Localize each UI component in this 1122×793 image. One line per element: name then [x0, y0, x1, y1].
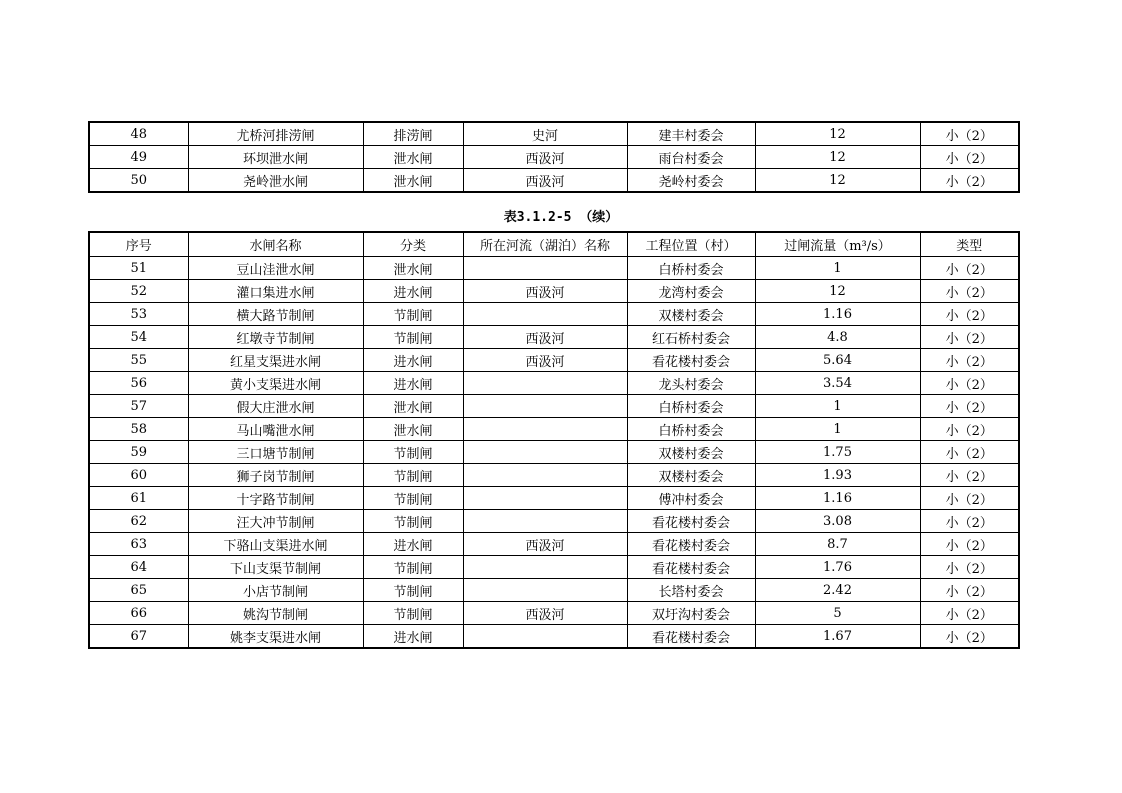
cell-river [463, 510, 627, 533]
cell-category: 节制闸 [363, 579, 463, 602]
table-row [89, 349, 1019, 372]
cell-location: 双楼村委会 [627, 464, 755, 487]
cell-flow: 12 [755, 280, 920, 303]
cell-flow: 1.75 [755, 441, 920, 464]
cell-river [463, 579, 627, 602]
cell-river: 西汲河 [463, 146, 627, 169]
cell-flow: 1.16 [755, 487, 920, 510]
cell-type: 小（2） [920, 625, 1019, 649]
cell-river: 西汲河 [463, 169, 627, 193]
cell-name: 红墩寺节制闸 [188, 326, 363, 349]
cell-location: 红石桥村委会 [627, 326, 755, 349]
cell-river: 西汲河 [463, 602, 627, 625]
header-name: 水闸名称 [188, 232, 363, 257]
cell-location: 雨台村委会 [627, 146, 755, 169]
cell-category: 节制闸 [363, 556, 463, 579]
cell-river: 西汲河 [463, 326, 627, 349]
header-no: 序号 [89, 232, 188, 257]
cell-river [463, 625, 627, 649]
cell-flow: 12 [755, 169, 920, 193]
cell-flow: 1.67 [755, 625, 920, 649]
cell-location: 长塔村委会 [627, 579, 755, 602]
cell-location: 看花楼村委会 [627, 533, 755, 556]
cell-name: 尤桥河排涝闸 [188, 122, 363, 146]
cell-type: 小（2） [920, 487, 1019, 510]
cell-no: 54 [89, 326, 188, 349]
cell-river [463, 441, 627, 464]
cell-no: 62 [89, 510, 188, 533]
cell-flow: 1.93 [755, 464, 920, 487]
cell-location: 白桥村委会 [627, 395, 755, 418]
cell-category: 进水闸 [363, 625, 463, 649]
cell-location: 看花楼村委会 [627, 349, 755, 372]
cell-location: 白桥村委会 [627, 257, 755, 280]
cell-name: 三口塘节制闸 [188, 441, 363, 464]
cell-river [463, 487, 627, 510]
cell-no: 67 [89, 625, 188, 649]
sluice-table [88, 231, 1020, 649]
cell-name: 姚李支渠进水闸 [188, 625, 363, 649]
cell-no: 64 [89, 556, 188, 579]
cell-type: 小（2） [920, 556, 1019, 579]
cell-river: 西汲河 [463, 533, 627, 556]
cell-category: 泄水闸 [363, 395, 463, 418]
cell-flow: 3.08 [755, 510, 920, 533]
cell-category: 节制闸 [363, 326, 463, 349]
cell-name: 姚沟节制闸 [188, 602, 363, 625]
cell-no: 56 [89, 372, 188, 395]
cell-river [463, 418, 627, 441]
cell-river [463, 556, 627, 579]
cell-category: 泄水闸 [363, 146, 463, 169]
cell-category: 进水闸 [363, 280, 463, 303]
cell-name: 十字路节制闸 [188, 487, 363, 510]
table-row [89, 579, 1019, 602]
cell-no: 60 [89, 464, 188, 487]
table-row [89, 602, 1019, 625]
cell-location: 看花楼村委会 [627, 510, 755, 533]
cell-location: 双楼村委会 [627, 303, 755, 326]
cell-location: 看花楼村委会 [627, 625, 755, 649]
header-row [89, 232, 1019, 257]
cell-type: 小（2） [920, 602, 1019, 625]
cell-flow: 1.16 [755, 303, 920, 326]
cell-flow: 8.7 [755, 533, 920, 556]
cell-no: 66 [89, 602, 188, 625]
cell-type: 小（2） [920, 372, 1019, 395]
table-row [89, 169, 1019, 193]
cell-no: 59 [89, 441, 188, 464]
cell-type: 小（2） [920, 122, 1019, 146]
cell-river: 史河 [463, 122, 627, 146]
cell-type: 小（2） [920, 441, 1019, 464]
table-row [89, 418, 1019, 441]
cell-name: 豆山洼泄水闸 [188, 257, 363, 280]
cell-name: 尧岭泄水闸 [188, 169, 363, 193]
cell-type: 小（2） [920, 146, 1019, 169]
cell-location: 白桥村委会 [627, 418, 755, 441]
cell-no: 65 [89, 579, 188, 602]
cell-no: 51 [89, 257, 188, 280]
cell-flow: 2.42 [755, 579, 920, 602]
table-row [89, 326, 1019, 349]
cell-location: 龙头村委会 [627, 372, 755, 395]
cell-type: 小（2） [920, 303, 1019, 326]
cell-flow: 5.64 [755, 349, 920, 372]
cell-no: 53 [89, 303, 188, 326]
cell-type: 小（2） [920, 418, 1019, 441]
cell-river: 西汲河 [463, 349, 627, 372]
table-row [89, 146, 1019, 169]
cell-category: 泄水闸 [363, 169, 463, 193]
cell-no: 61 [89, 487, 188, 510]
cell-flow: 12 [755, 146, 920, 169]
cell-flow: 5 [755, 602, 920, 625]
cell-category: 节制闸 [363, 303, 463, 326]
table-caption: 表3.1.2-5 （续） [503, 210, 619, 225]
cell-category: 节制闸 [363, 602, 463, 625]
cell-location: 龙湾村委会 [627, 280, 755, 303]
cell-river [463, 257, 627, 280]
cell-name: 黄小支渠进水闸 [188, 372, 363, 395]
cell-category: 节制闸 [363, 464, 463, 487]
cell-river [463, 303, 627, 326]
main-table-body [89, 257, 1019, 649]
cell-name: 小店节制闸 [188, 579, 363, 602]
table-row [89, 464, 1019, 487]
cell-no: 58 [89, 418, 188, 441]
cell-no: 52 [89, 280, 188, 303]
cell-location: 双圩沟村委会 [627, 602, 755, 625]
cell-river [463, 464, 627, 487]
cell-type: 小（2） [920, 280, 1019, 303]
table-row [89, 487, 1019, 510]
cell-flow: 4.8 [755, 326, 920, 349]
cell-name: 横大路节制闸 [188, 303, 363, 326]
cell-name: 环坝泄水闸 [188, 146, 363, 169]
table-row [89, 257, 1019, 280]
table-row [89, 441, 1019, 464]
cell-type: 小（2） [920, 533, 1019, 556]
table-row [89, 122, 1019, 146]
cell-no: 55 [89, 349, 188, 372]
cell-type: 小（2） [920, 579, 1019, 602]
table-row [89, 533, 1019, 556]
cell-category: 排涝闸 [363, 122, 463, 146]
cell-name: 汪大冲节制闸 [188, 510, 363, 533]
cell-category: 进水闸 [363, 372, 463, 395]
header-location: 工程位置（村） [627, 232, 755, 257]
table-row [89, 510, 1019, 533]
header-category: 分类 [363, 232, 463, 257]
table-row [89, 280, 1019, 303]
cell-type: 小（2） [920, 349, 1019, 372]
cell-name: 红星支渠进水闸 [188, 349, 363, 372]
table-row [89, 395, 1019, 418]
continued-table-top [88, 121, 1020, 193]
cell-category: 节制闸 [363, 510, 463, 533]
cell-no: 49 [89, 146, 188, 169]
cell-category: 节制闸 [363, 441, 463, 464]
cell-category: 进水闸 [363, 533, 463, 556]
cell-name: 下山支渠节制闸 [188, 556, 363, 579]
cell-river: 西汲河 [463, 280, 627, 303]
cell-category: 泄水闸 [363, 257, 463, 280]
cell-flow: 1 [755, 257, 920, 280]
cell-location: 建丰村委会 [627, 122, 755, 146]
cell-name: 下骆山支渠进水闸 [188, 533, 363, 556]
cell-name: 马山嘴泄水闸 [188, 418, 363, 441]
cell-type: 小（2） [920, 464, 1019, 487]
cell-location: 看花楼村委会 [627, 556, 755, 579]
cell-no: 63 [89, 533, 188, 556]
cell-type: 小（2） [920, 257, 1019, 280]
header-river: 所在河流（湖泊）名称 [463, 232, 627, 257]
cell-no: 57 [89, 395, 188, 418]
header-flow: 过闸流量（m³/s） [755, 232, 920, 257]
table-row [89, 303, 1019, 326]
top-table-body [89, 122, 1019, 192]
cell-name: 狮子岗节制闸 [188, 464, 363, 487]
cell-river [463, 395, 627, 418]
cell-location: 尧岭村委会 [627, 169, 755, 193]
cell-type: 小（2） [920, 510, 1019, 533]
cell-location: 傅冲村委会 [627, 487, 755, 510]
cell-no: 48 [89, 122, 188, 146]
cell-flow: 3.54 [755, 372, 920, 395]
header-type: 类型 [920, 232, 1019, 257]
table-row [89, 556, 1019, 579]
cell-type: 小（2） [920, 326, 1019, 349]
cell-category: 进水闸 [363, 349, 463, 372]
cell-type: 小（2） [920, 395, 1019, 418]
cell-category: 泄水闸 [363, 418, 463, 441]
cell-flow: 12 [755, 122, 920, 146]
cell-location: 双楼村委会 [627, 441, 755, 464]
cell-category: 节制闸 [363, 487, 463, 510]
cell-no: 50 [89, 169, 188, 193]
cell-name: 灌口集进水闸 [188, 280, 363, 303]
table-row [89, 625, 1019, 649]
cell-flow: 1.76 [755, 556, 920, 579]
cell-flow: 1 [755, 418, 920, 441]
cell-type: 小（2） [920, 169, 1019, 193]
cell-name: 假大庄泄水闸 [188, 395, 363, 418]
cell-river [463, 372, 627, 395]
table-row [89, 372, 1019, 395]
cell-flow: 1 [755, 395, 920, 418]
